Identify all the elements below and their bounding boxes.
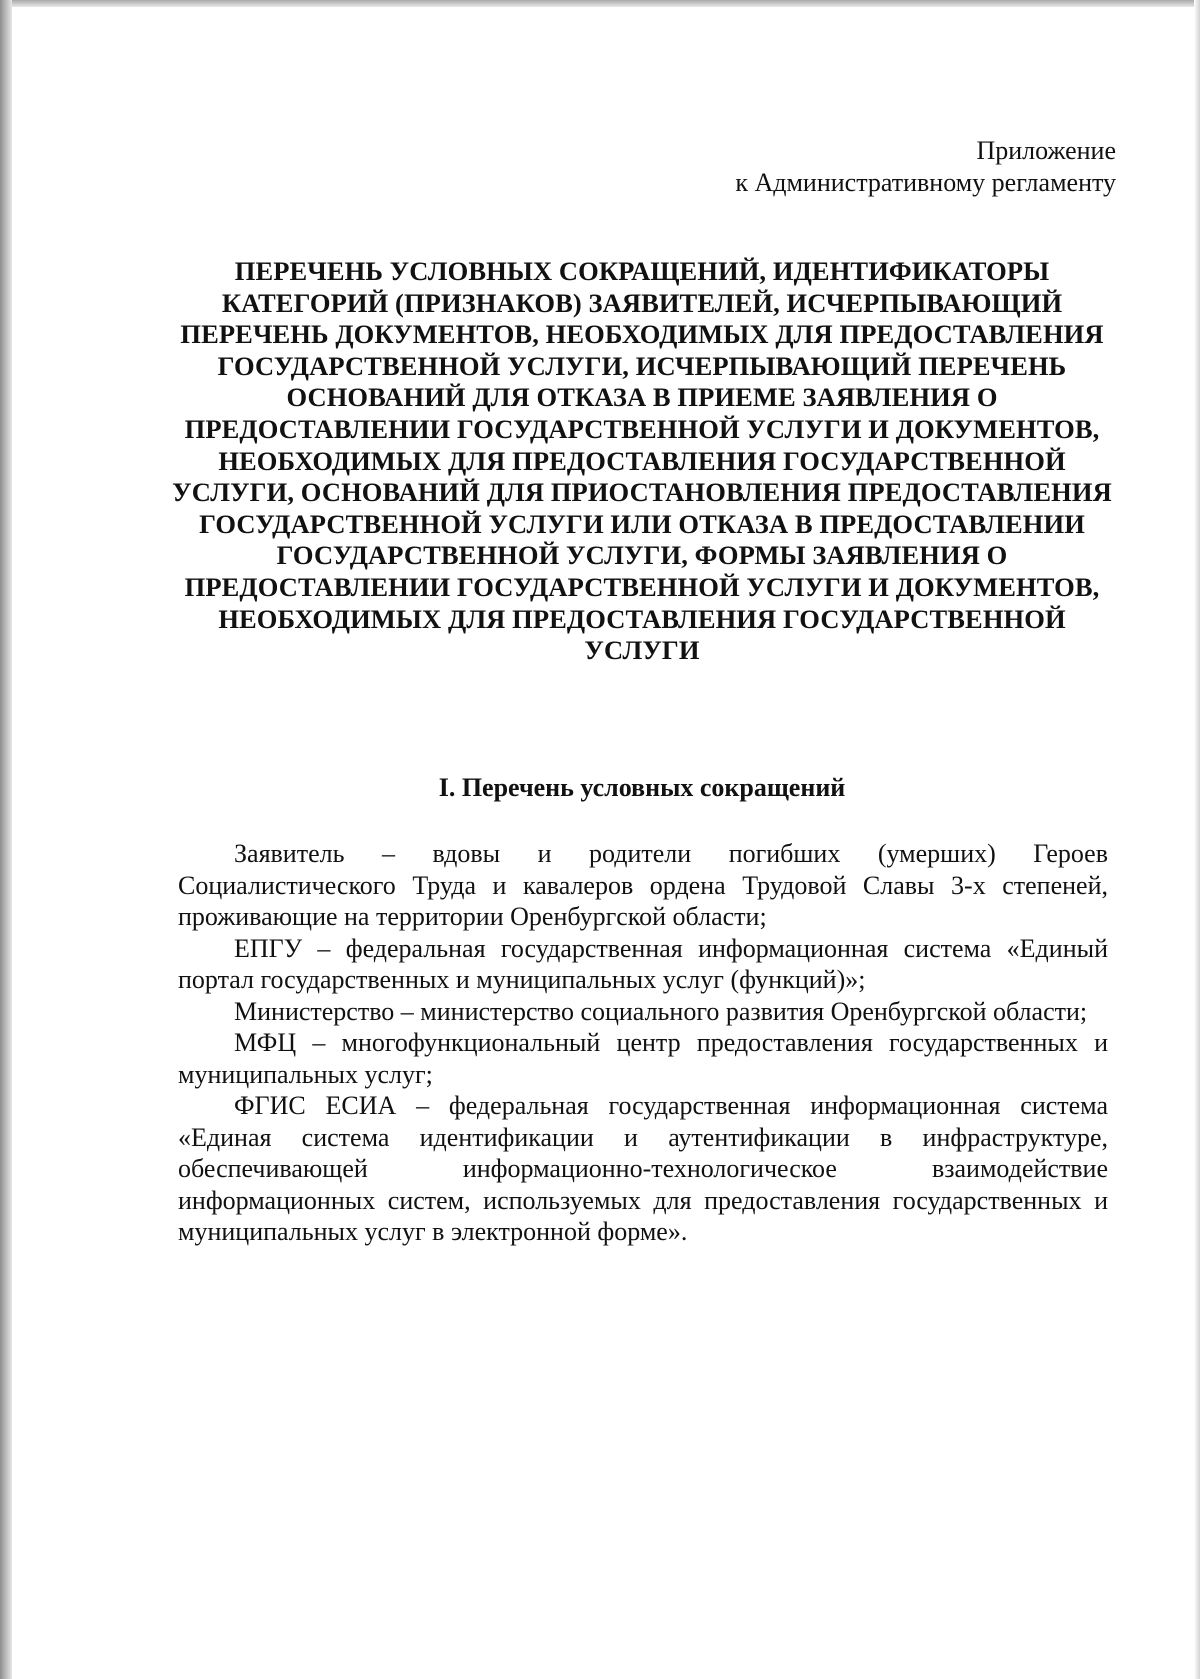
paragraph-mfc: МФЦ – многофункциональный центр предоставления государственных и муниципальных услуг; — [178, 1028, 1108, 1089]
section-heading: I. Перечень условных сокращений — [438, 773, 846, 802]
appendix-line-1: Приложение — [976, 136, 1116, 165]
paragraph-fgis-esia: ФГИС ЕСИА – федеральная государственная информационная система «Единая система идентификации и аутентификации в инфраструктуре, обеспечивающей информационно-технологическое взаимодействие информационных систем, используемых для предоставления государственных и муниципальных услуг в электронной форме». — [178, 1091, 1108, 1246]
paragraph-applicant: Заявитель – вдовы и родители погибших (умерших) Героев Социалистического Труда и кавалеров ордена Трудовой Славы 3-х степеней, проживающие на территории Оренбургской области; — [178, 839, 1108, 931]
document-title: ПЕРЕЧЕНЬ УСЛОВНЫХ СОКРАЩЕНИЙ, ИДЕНТИФИКАТОРЫ КАТЕГОРИЙ (ПРИЗНАКОВ) ЗАЯВИТЕЛЕЙ, ИСЧЕРПЫВАЮЩИЙ ПЕРЕЧЕНЬ ДОКУМЕНТОВ, НЕОБХОДИМЫХ ДЛЯ ПРЕДОСТАВЛЕНИЯ ГОСУДАРСТВЕННОЙ УСЛУГИ, ИСЧЕРПЫВАЮЩИЙ ПЕРЕЧЕНЬ ОСНОВАНИЙ ДЛЯ ОТКАЗА В ПРИЕМЕ ЗАЯВЛЕНИЯ О ПРЕДОСТАВЛЕНИИ ГОСУДАРСТВЕННОЙ УСЛУГИ И ДОКУМЕНТОВ, НЕОБХОДИМЫХ ДЛЯ ПРЕДОСТАВЛЕНИЯ ГОСУДАРСТВЕННОЙ УСЛУГИ, ОСНОВАНИЙ ДЛЯ ПРИОСТАНОВЛЕНИЯ ПРЕДОСТАВЛЕНИЯ ГОСУДАРСТВЕННОЙ УСЛУГИ ИЛИ ОТКАЗА В ПРЕДОСТАВЛЕНИИ ГОСУДАРСТВЕННОЙ УСЛУГИ, ФОРМЫ ЗАЯВЛЕНИЯ О ПРЕДОСТАВЛЕНИИ ГОСУДАРСТВЕННОЙ УСЛУГИ И ДОКУМЕНТОВ, НЕОБХОДИМЫХ ДЛЯ ПРЕДОСТАВЛЕНИЯ ГОСУДАРСТВЕННОЙ УСЛУГИ — [172, 256, 1112, 666]
abbreviations-list — [178, 838, 1108, 1248]
appendix-header — [735, 135, 1116, 199]
appendix-line-2: к Административному регламенту — [735, 168, 1116, 197]
paragraph-ministry: Министерство – министерство социального развития Оренбургской области; — [234, 996, 1088, 1026]
paragraph-epgu: ЕПГУ – федеральная государственная информационная система «Единый портал государственных и муниципальных услуг (функций)»; — [178, 933, 1108, 994]
